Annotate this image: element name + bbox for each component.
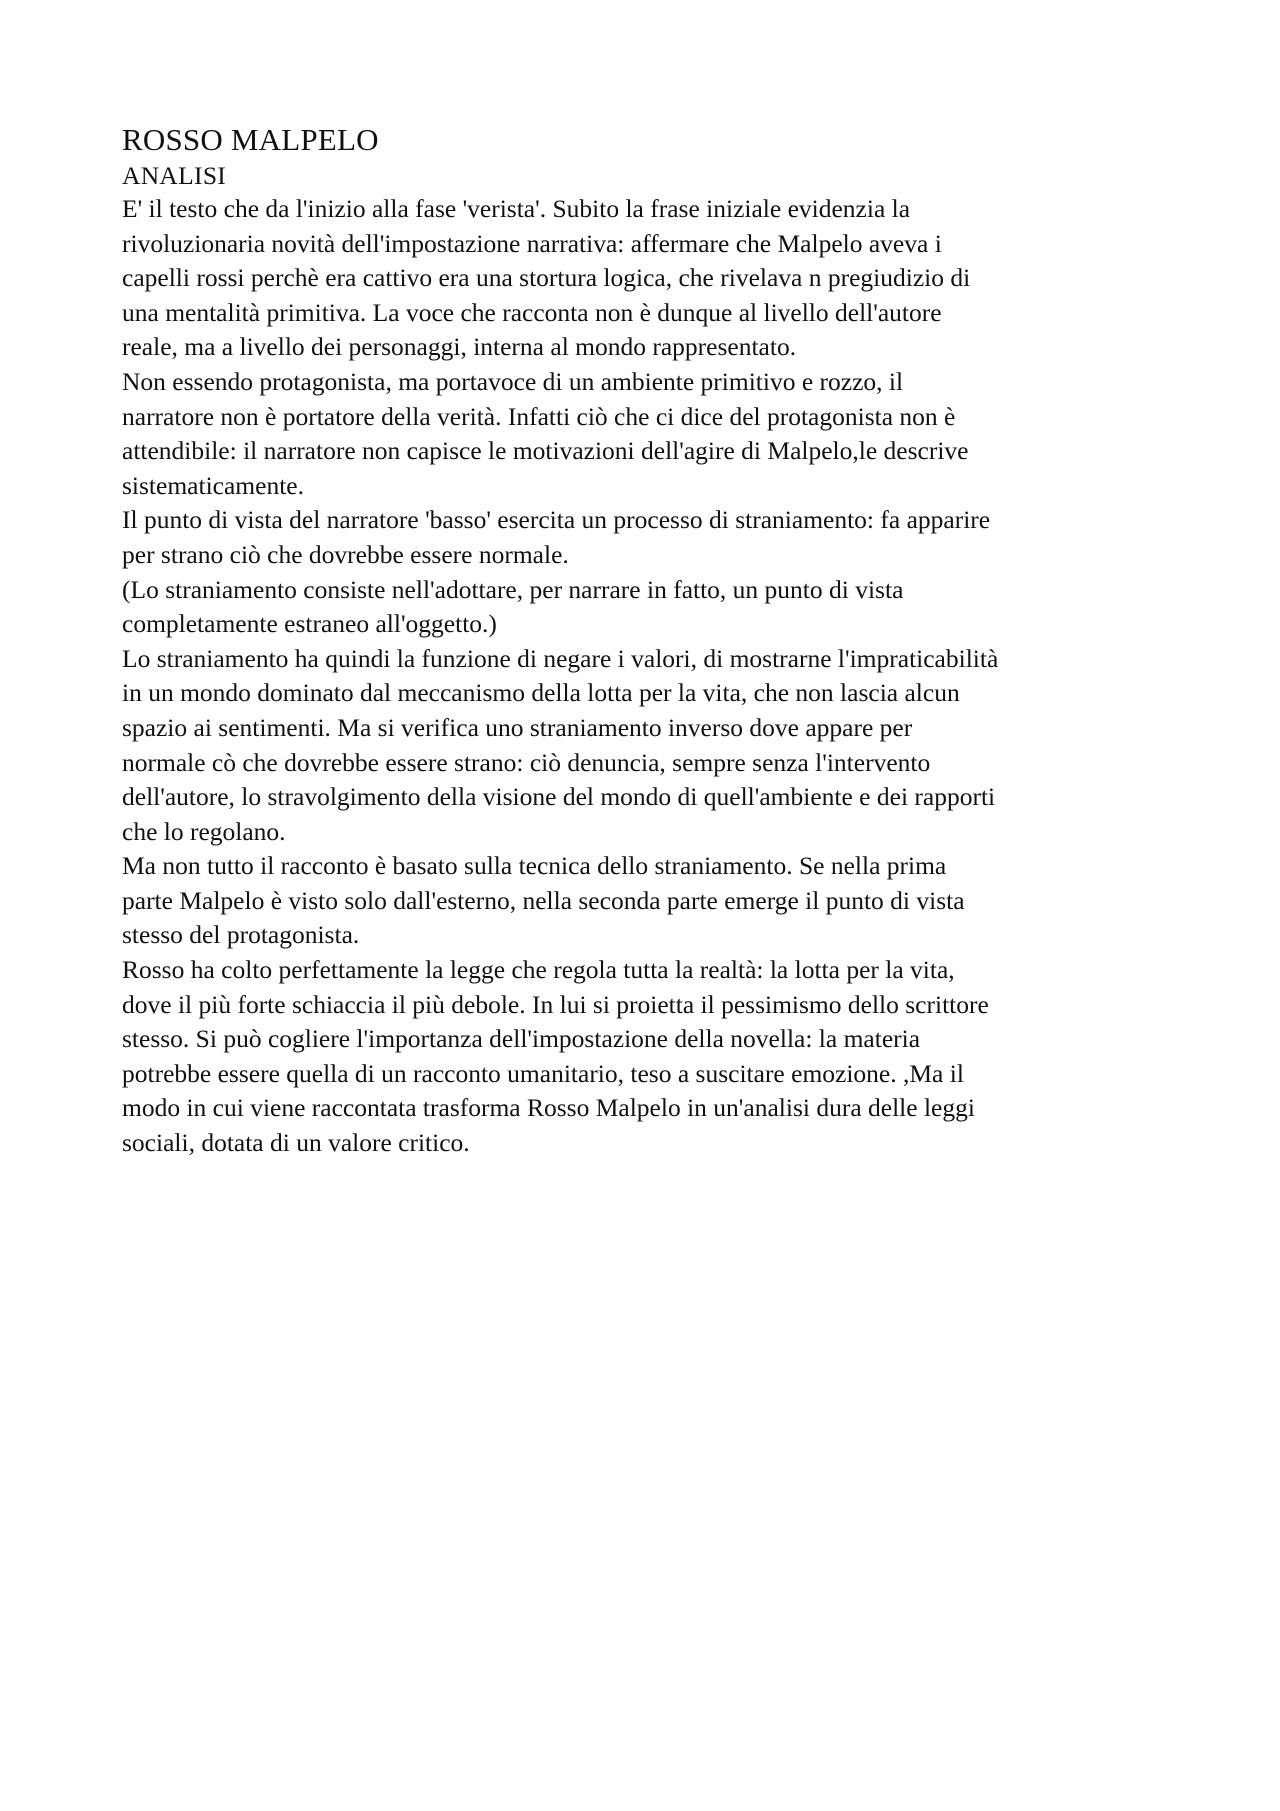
document-subtitle: ANALISI (122, 161, 227, 190)
body-line: Ma non tutto il racconto è basato sulla tecnica dello straniamento. Se nella prima (122, 851, 947, 881)
body-line: Non essendo protagonista, ma portavoce di un ambiente primitivo e rozzo, il (122, 366, 904, 396)
body-line: sistematicamente. (122, 470, 304, 500)
body-line: completamente estraneo all'oggetto.) (122, 609, 497, 639)
body-line: Il punto di vista del narratore 'basso' esercita un processo di straniamento: fa apparire (122, 505, 991, 535)
body-line: in un mondo dominato dal meccanismo della lotta per la vita, che non lascia alcun (122, 678, 960, 708)
document-content (122, 120, 1182, 1161)
body-line: Rosso ha colto perfettamente la legge che regola tutta la realtà: la lotta per la vita, (122, 955, 955, 985)
body-line: stesso. Si può cogliere l'importanza dell'impostazione della novella: la materia (122, 1024, 921, 1054)
document-title: ROSSO MALPELO (122, 122, 379, 157)
body-line: (Lo straniamento consiste nell'adottare, per narrare in fatto, un punto di vista (122, 574, 904, 604)
body-line: stesso del protagonista. (122, 920, 360, 950)
body-line: normale cò che dovrebbe essere strano: ciò denuncia, sempre senza l'intervento (122, 747, 931, 777)
body-line: dell'autore, lo stravolgimento della visione del mondo di quell'ambiente e dei rapporti (122, 782, 996, 812)
body-line: E' il testo che da l'inizio alla fase 'verista'. Subito la frase iniziale evidenzia la (122, 194, 911, 223)
body-line: potrebbe essere quella di un racconto umanitario, teso a suscitare emozione. ,Ma il (122, 1058, 964, 1088)
body-line: una mentalità primitiva. La voce che racconta non è dunque al livello dell'autore (122, 297, 942, 327)
body-line: rivoluzionaria novità dell'impostazione narrativa: affermare che Malpelo aveva i (122, 228, 942, 258)
body-line: sociali, dotata di un valore critico. (122, 1128, 470, 1158)
body-line: capelli rossi perchè era cattivo era una stortura logica, che rivelava n pregiudizio di (122, 263, 971, 293)
body-line: parte Malpelo è visto solo dall'esterno, nella seconda parte emerge il punto di vista (122, 885, 965, 915)
body-line: spazio ai sentimenti. Ma si verifica uno straniamento inverso dove appare per (122, 712, 913, 742)
body-line: Lo straniamento ha quindi la funzione di negare i valori, di mostrarne l'impraticabilità (122, 643, 999, 673)
body-line: dove il più forte schiaccia il più debole. In lui si proietta il pessimismo dello scrittore (122, 989, 989, 1019)
body-line: reale, ma a livello dei personaggi, interna al mondo rappresentato. (122, 332, 797, 362)
body-line: per strano ciò che dovrebbe essere normale. (122, 539, 569, 569)
body-line: che lo regolano. (122, 816, 286, 846)
body-line: modo in cui viene raccontata trasforma Rosso Malpelo in un'analisi dura delle leggi (122, 1093, 975, 1123)
body-line: narratore non è portatore della verità. Infatti ciò che ci dice del protagonista non è (122, 401, 956, 431)
body-line: attendibile: il narratore non capisce le motivazioni dell'agire di Malpelo,le descrive (122, 436, 969, 466)
document-body (122, 192, 1182, 1161)
